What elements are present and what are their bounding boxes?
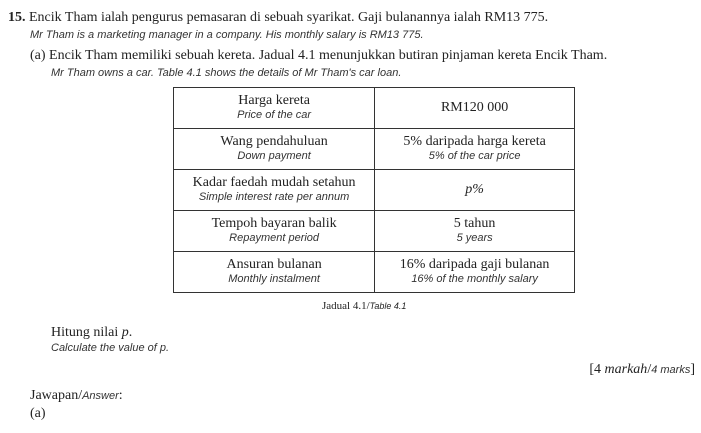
table-caption [322, 300, 406, 312]
table-cell-label [174, 129, 375, 170]
question-stem [8, 10, 548, 26]
car-loan-table [173, 87, 575, 293]
row-label-malay: Kadar faedah mudah setahun [192, 175, 356, 190]
table-cell-label [174, 170, 375, 211]
row-value-malay: 16% daripada gaji bulanan [399, 257, 550, 272]
row-label-english: Repayment period [229, 232, 320, 244]
row-value-english: 16% of the monthly salary [411, 273, 538, 285]
table-row [174, 129, 575, 170]
part-a-english: Mr Tham owns a car. Table 4.1 shows the details of Mr Tham's car loan. [51, 67, 402, 79]
task-malay: Hitung nilai p. [51, 325, 133, 340]
row-value-english: 5% of the car price [428, 150, 521, 162]
row-value-malay: 5% daripada harga kereta [403, 134, 546, 149]
table-cell-label [174, 211, 375, 252]
row-label-english: Price of the car [237, 109, 312, 121]
row-label-malay: Tempoh bayaran balik [211, 216, 337, 231]
row-label-english: Down payment [237, 150, 311, 162]
row-label-malay: Ansuran bulanan [226, 257, 322, 272]
table-cell-value [375, 88, 575, 129]
answer-colon: : [118, 388, 123, 403]
table-caption-malay: Jadual 4.1/ [322, 300, 370, 312]
row-label-english: Monthly instalment [228, 273, 320, 285]
table-row [174, 88, 575, 129]
answer-part-a: (a) [30, 406, 46, 421]
table-row [174, 252, 575, 293]
table-caption-english: Table 4.1 [369, 301, 407, 311]
part-a-malay: Encik Tham memiliki sebuah kereta. Jadual 4.1 menunjukkan butiran pinjaman kereta Encik Tham. [49, 48, 608, 63]
table-cell-value [375, 129, 575, 170]
marks-close: ] [690, 362, 695, 377]
marks-english: 4 marks [651, 364, 691, 376]
table-cell-label [174, 88, 375, 129]
row-label-malay: Harga kereta [238, 93, 310, 108]
table-cell-value [375, 170, 575, 211]
answer-label-english: Answer [82, 390, 119, 402]
row-label-english: Simple interest rate per annum [198, 191, 350, 203]
question-number: 15. [8, 10, 26, 25]
marks-malay: markah [604, 362, 648, 377]
row-value-malay: p% [465, 182, 484, 197]
part-a-text [30, 48, 607, 64]
row-label-malay: Wang pendahuluan [220, 134, 328, 149]
row-value-malay: RM120 000 [440, 100, 509, 115]
row-value-english: 5 years [456, 232, 493, 244]
table-row [174, 170, 575, 211]
answer-label-malay: Jawapan/ [30, 388, 83, 403]
answer-label [30, 388, 123, 404]
marks-separator: / [647, 362, 652, 377]
table-row [174, 211, 575, 252]
task-english: Calculate the value of p. [51, 342, 170, 354]
row-value-malay: 5 tahun [453, 216, 496, 231]
marks-open: [4 [589, 362, 605, 377]
question-stem-malay: Encik Tham ialah pengurus pemasaran di sebuah syarikat. Gaji bulanannya ialah RM13 775. [29, 10, 549, 25]
question-stem-english: Mr Tham is a marketing manager in a company. His monthly salary is RM13 775. [30, 29, 424, 41]
table-cell-value [375, 211, 575, 252]
part-a-label: (a) [30, 48, 46, 63]
table-cell-label [174, 252, 375, 293]
table-cell-value [375, 252, 575, 293]
marks-allocation [589, 362, 695, 378]
